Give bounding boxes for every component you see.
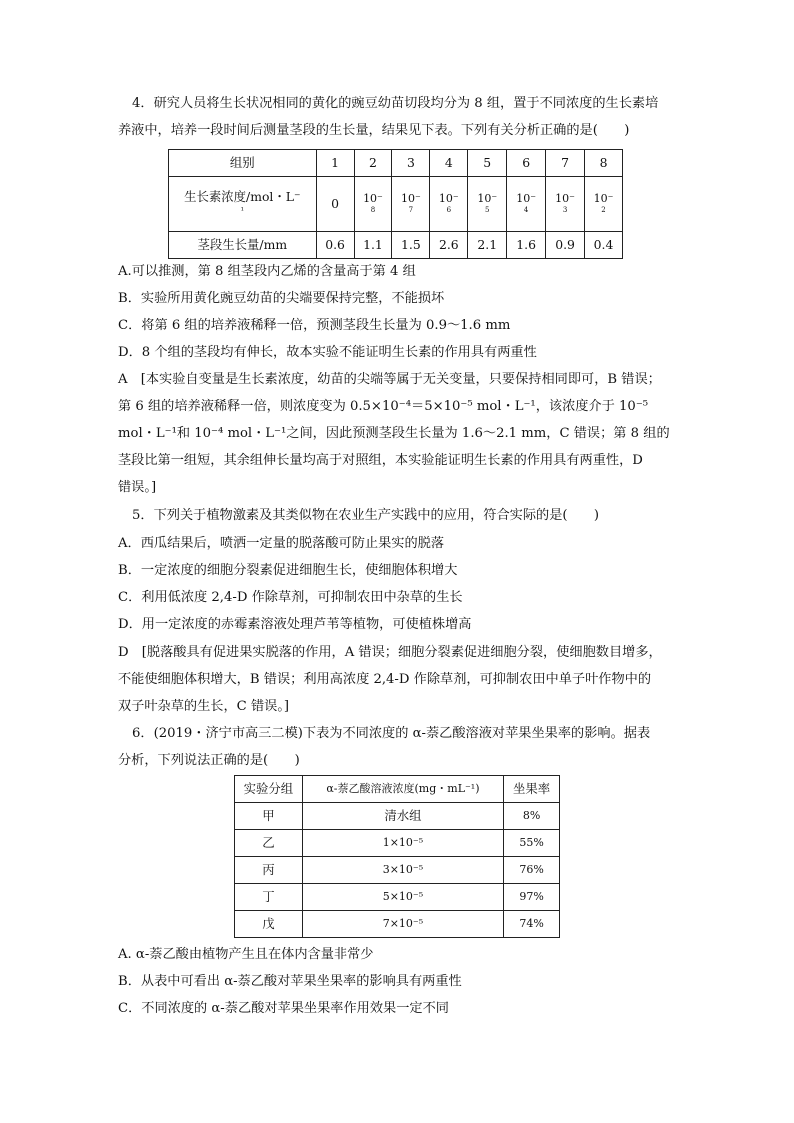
q6-group-cell: 丁 xyxy=(235,884,303,911)
table-row xyxy=(235,857,560,884)
q4-conc-base: 10⁻ xyxy=(477,192,498,205)
q4-group-cell: 4 xyxy=(430,150,468,177)
q4-stem-line1: 4．研究人员将生长状况相同的黄化的豌豆幼苗切段均分为 8 组，置于不同浓度的生长素培 xyxy=(132,96,659,111)
q5-option-a: A．西瓜结果后，喷洒一定量的脱落酸可防止果实的脱落 xyxy=(118,536,445,551)
q6-group-cell: 丙 xyxy=(235,857,303,884)
q6-option-a: A. α-萘乙酸由植物产生且在体内含量非常少 xyxy=(118,947,374,962)
q6-option-b: B．从表中可看出 α-萘乙酸对苹果坐果率的影响具有两重性 xyxy=(118,974,462,989)
q4-table xyxy=(168,149,623,259)
q4-answer-line: A [本实验自变量是生长素浓度，幼苗的尖端等属于无关变量，只要保持相同即可，B 错误； xyxy=(118,372,661,387)
q4-table-conc-row xyxy=(169,177,623,232)
q4-group-cell: 3 xyxy=(392,150,430,177)
q4-conc-base: 10⁻ xyxy=(593,192,614,205)
q6-stem-line1: 6．(2019・济宁市高三二模)下表为不同浓度的 α-萘乙酸溶液对苹果坐果率的影响。据表 xyxy=(132,726,651,741)
q4-group-cell: 6 xyxy=(507,150,546,177)
q4-conc-exp: 3 xyxy=(562,206,568,214)
q5-option-b: B．一定浓度的细胞分裂素促进细胞生长，使细胞体积增大 xyxy=(118,563,458,578)
q5-stem: 5．下列关于植物激素及其类似物在农业生产实践中的应用，符合实际的是( ) xyxy=(132,508,600,523)
q5-answer-line: 双子叶杂草的生长，C 错误。] xyxy=(118,699,290,714)
q6-header-cell: 坐果率 xyxy=(504,776,560,803)
q4-growth-cell: 1.1 xyxy=(354,232,392,259)
q4-conc-cell xyxy=(354,177,392,232)
q4-conc-label-line1: 生长素浓度/mol・L⁻ xyxy=(184,189,301,204)
q4-conc-base: 10⁻ xyxy=(400,192,421,205)
q4-growth-cell: 2.1 xyxy=(468,232,507,259)
q6-rate-cell: 55% xyxy=(504,830,560,857)
table-row xyxy=(235,803,560,830)
q6-group-cell: 甲 xyxy=(235,803,303,830)
q4-conc-exp: 6 xyxy=(446,206,452,214)
q6-conc-cell: 清水组 xyxy=(302,803,503,830)
q4-conc-exp: 5 xyxy=(485,206,490,214)
q5-option-c: C．利用低浓度 2,4-D 作除草剂，可抑制农田中杂草的生长 xyxy=(118,590,463,605)
q6-option-c: C．不同浓度的 α-萘乙酸对苹果坐果率作用效果一定不同 xyxy=(118,1001,449,1016)
q4-conc-base: 10⁻ xyxy=(555,192,575,205)
q6-header-cell: 实验分组 xyxy=(235,776,303,803)
q4-option-b: B．实验所用黄化豌豆幼苗的尖端要保持完整，不能损坏 xyxy=(118,291,445,306)
q6-table xyxy=(234,775,560,938)
q4-group-cell: 8 xyxy=(585,150,623,177)
table-row xyxy=(235,830,560,857)
q4-option-d: D．8 个组的茎段均有伸长，故本实验不能证明生长素的作用具有两重性 xyxy=(118,345,537,360)
q4-growth-cell: 2.6 xyxy=(430,232,468,259)
q5-option-d: D．用一定浓度的赤霉素溶液处理芦苇等植物，可使植株增高 xyxy=(118,617,472,632)
q4-conc-cell xyxy=(430,177,468,232)
table-row xyxy=(235,911,560,938)
q4-growth-cell: 0.4 xyxy=(585,232,623,259)
q4-conc-cell: 0 xyxy=(316,177,354,232)
q4-conc-label-line2: ¹ xyxy=(240,206,244,215)
q4-conc-label xyxy=(169,177,317,232)
q4-table-growth-row xyxy=(169,232,623,259)
q6-rate-cell: 74% xyxy=(504,911,560,938)
q5-answer-line: 不能使细胞体积增大，B 错误；利用高浓度 2,4-D 作除草剂，可抑制农田中单子叶作物中的 xyxy=(118,672,652,687)
q6-header-cell: α-萘乙酸溶液浓度(mg・mL⁻¹) xyxy=(302,776,503,803)
q4-growth-label: 茎段生长量/mm xyxy=(169,232,317,259)
q4-conc-base: 10⁻ xyxy=(438,192,459,205)
q6-stem-line2: 分析，下列说法正确的是( ) xyxy=(118,753,300,768)
q6-group-cell: 乙 xyxy=(235,830,303,857)
q4-table-header-row xyxy=(169,150,623,177)
q4-growth-cell: 0.9 xyxy=(546,232,585,259)
q6-table-header-row xyxy=(235,776,560,803)
q4-conc-base: 10⁻ xyxy=(363,192,383,205)
q4-group-cell: 7 xyxy=(546,150,585,177)
q4-growth-cell: 1.5 xyxy=(392,232,430,259)
q4-growth-cell: 1.6 xyxy=(507,232,546,259)
q4-conc-exp: 2 xyxy=(601,206,606,214)
q6-rate-cell: 8% xyxy=(504,803,560,830)
q4-stem-line2: 养液中，培养一段时间后测量茎段的生长量，结果见下表。下列有关分析正确的是( ) xyxy=(118,123,630,138)
q4-option-a: A.可以推测，第 8 组茎段内乙烯的含量高于第 4 组 xyxy=(118,264,416,279)
q4-conc-exp: 7 xyxy=(408,206,414,214)
q6-conc-cell: 1×10⁻⁵ xyxy=(302,830,503,857)
q4-group-cell: 5 xyxy=(468,150,507,177)
q4-answer-line: 第 6 组的培养液稀释一倍，则浓度变为 0.5×10⁻⁴＝5×10⁻⁵ mol・L⁻¹，该浓度介于 10⁻⁵ xyxy=(118,399,649,414)
q5-answer-line: D [脱落酸具有促进果实脱落的作用，A 错误；细胞分裂素促进细胞分裂，使细胞数目增多， xyxy=(118,645,662,660)
table-row xyxy=(235,884,560,911)
q4-answer-line: mol・L⁻¹和 10⁻⁴ mol・L⁻¹之间，因此预测茎段生长量为 1.6～2.1 mm，C 错误；第 8 组的 xyxy=(118,426,670,441)
q4-conc-cell xyxy=(585,177,623,232)
q4-option-c: C．将第 6 组的培养液稀释一倍，预测茎段生长量为 0.9～1.6 mm xyxy=(118,318,511,333)
q4-group-cell: 1 xyxy=(316,150,354,177)
q4-conc-cell xyxy=(392,177,430,232)
q4-conc-exp: 4 xyxy=(523,206,529,214)
q4-conc-exp: 8 xyxy=(370,206,376,214)
q4-answer-line: 错误。] xyxy=(118,480,157,495)
q4-conc-cell xyxy=(546,177,585,232)
q4-conc-cell xyxy=(507,177,546,232)
q6-conc-cell: 3×10⁻⁵ xyxy=(302,857,503,884)
q4-growth-cell: 0.6 xyxy=(316,232,354,259)
q6-rate-cell: 76% xyxy=(504,857,560,884)
q6-conc-cell: 7×10⁻⁵ xyxy=(302,911,503,938)
q4-conc-base: 10⁻ xyxy=(516,192,537,205)
q6-group-cell: 戊 xyxy=(235,911,303,938)
q4-table-header-label: 组别 xyxy=(169,150,317,177)
q4-group-cell: 2 xyxy=(354,150,392,177)
q4-answer-line: 茎段比第一组短，其余组伸长量均高于对照组，本实验能证明生长素的作用具有两重性，D xyxy=(118,453,643,468)
q6-rate-cell: 97% xyxy=(504,884,560,911)
q6-conc-cell: 5×10⁻⁵ xyxy=(302,884,503,911)
q4-conc-cell xyxy=(468,177,507,232)
